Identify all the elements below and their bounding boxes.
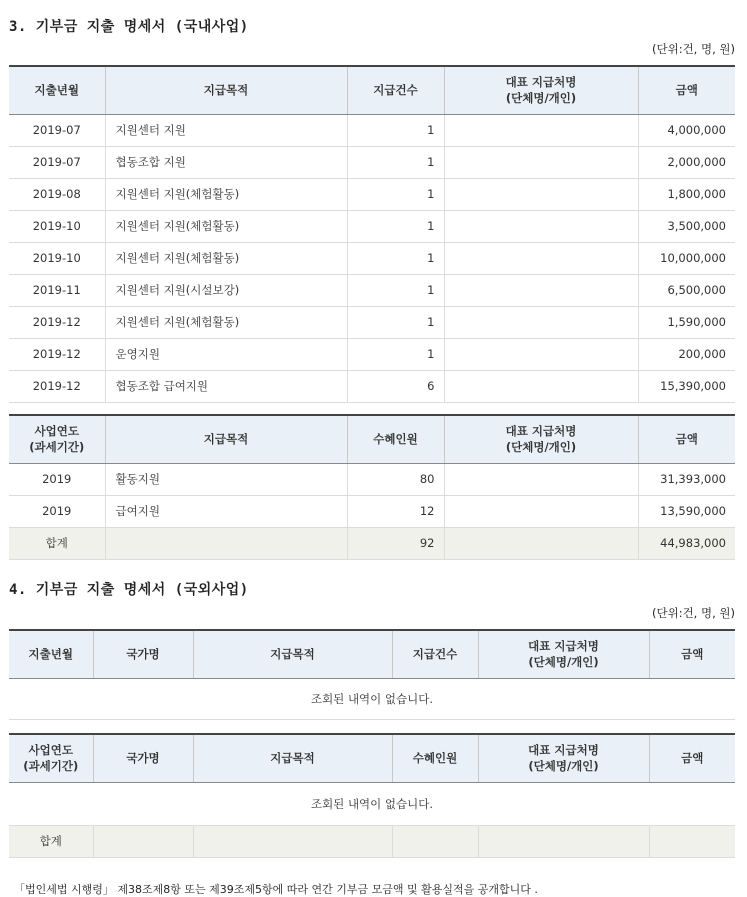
col-header-payee: 대표 지급처명 (단체명/개인)	[444, 66, 638, 114]
month-cell: 2019-08	[9, 178, 105, 210]
people-cell: 80	[347, 463, 444, 495]
col-header-payee: 대표 지급처명 (단체명/개인)	[478, 734, 649, 782]
total-cell	[93, 825, 193, 857]
table-row	[9, 306, 735, 338]
purpose-cell: 지원센터 지원(체험활동)	[105, 306, 347, 338]
month-cell: 2019-07	[9, 114, 105, 146]
purpose-cell: 지원센터 지원(체험활동)	[105, 178, 347, 210]
col-header-payee: 대표 지급처명 (단체명/개인)	[444, 415, 638, 463]
count-cell: 1	[347, 114, 444, 146]
col-header-amount: 금액	[638, 415, 735, 463]
col-header-country: 국가명	[93, 630, 193, 678]
purpose-cell: 급여지원	[105, 495, 347, 527]
col-header-beneficiaries: 수혜인원	[347, 415, 444, 463]
count-cell: 1	[347, 338, 444, 370]
col-header-month: 지출년월	[9, 66, 105, 114]
section-4-unit: (단위:건, 명, 원)	[651, 606, 735, 620]
table-row	[9, 114, 735, 146]
table-row	[9, 146, 735, 178]
table-row	[9, 210, 735, 242]
table-row	[9, 178, 735, 210]
payee-cell	[444, 242, 638, 274]
col-header-fiscal-year: 사업연도 (과세기간)	[9, 415, 105, 463]
empty-message: 조회된 내역이 없습니다.	[9, 782, 735, 825]
total-payee	[444, 527, 638, 559]
amount-cell: 3,500,000	[638, 210, 735, 242]
month-cell: 2019-12	[9, 338, 105, 370]
table-row	[9, 242, 735, 274]
section-4-title: 4. 기부금 지출 명세서 (국외사업)	[9, 582, 249, 598]
count-cell: 1	[347, 178, 444, 210]
purpose-cell: 지원센터 지원(체험활동)	[105, 242, 347, 274]
total-label: 합계	[9, 825, 93, 857]
total-purpose	[105, 527, 347, 559]
total-amount: 44,983,000	[638, 527, 735, 559]
col-header-purpose: 지급목적	[193, 630, 392, 678]
section-3-unit: (단위:건, 명, 원)	[651, 42, 735, 56]
amount-cell: 10,000,000	[638, 242, 735, 274]
col-header-purpose: 지급목적	[105, 66, 347, 114]
table-row	[9, 463, 735, 495]
payee-cell	[444, 306, 638, 338]
domestic-beneficiary-table	[9, 414, 735, 560]
payee-cell	[444, 274, 638, 306]
amount-cell: 200,000	[638, 338, 735, 370]
col-header-count: 지급건수	[392, 630, 478, 678]
amount-cell: 4,000,000	[638, 114, 735, 146]
month-cell: 2019-12	[9, 370, 105, 402]
amount-cell: 13,590,000	[638, 495, 735, 527]
amount-cell: 1,800,000	[638, 178, 735, 210]
table-row	[9, 495, 735, 527]
col-header-beneficiaries: 수혜인원	[392, 734, 478, 782]
amount-cell: 31,393,000	[638, 463, 735, 495]
payee-cell	[444, 338, 638, 370]
total-cell	[649, 825, 735, 857]
payee-cell	[444, 463, 638, 495]
table-row	[9, 370, 735, 402]
month-cell: 2019-12	[9, 306, 105, 338]
total-label: 합계	[9, 527, 105, 559]
total-people: 92	[347, 527, 444, 559]
month-cell: 2019-10	[9, 242, 105, 274]
amount-cell: 2,000,000	[638, 146, 735, 178]
col-header-fiscal-year: 사업연도 (과세기간)	[9, 734, 93, 782]
purpose-cell: 지원센터 지원(시설보강)	[105, 274, 347, 306]
total-cell	[478, 825, 649, 857]
payee-cell	[444, 495, 638, 527]
payee-cell	[444, 370, 638, 402]
col-header-amount: 금액	[649, 734, 735, 782]
purpose-cell: 지원센터 지원	[105, 114, 347, 146]
table-row	[9, 274, 735, 306]
section-3-title: 3. 기부금 지출 명세서 (국내사업)	[9, 19, 249, 35]
table-row	[9, 338, 735, 370]
count-cell: 1	[347, 146, 444, 178]
col-header-amount: 금액	[638, 66, 735, 114]
count-cell: 1	[347, 242, 444, 274]
domestic-expense-table	[9, 65, 735, 403]
overseas-beneficiary-table	[9, 733, 735, 858]
count-cell: 1	[347, 210, 444, 242]
col-header-month: 지출년월	[9, 630, 93, 678]
year-cell: 2019	[9, 495, 105, 527]
col-header-amount: 금액	[649, 630, 735, 678]
total-cell	[392, 825, 478, 857]
disclosure-note: 「법인세법 시행령」 제38조제8항 또는 제39조제5항에 따라 연간 기부금 모금액 및 활용실적을 공개합니다 .	[14, 883, 538, 896]
amount-cell: 15,390,000	[638, 370, 735, 402]
count-cell: 6	[347, 370, 444, 402]
payee-cell	[444, 178, 638, 210]
count-cell: 1	[347, 274, 444, 306]
amount-cell: 6,500,000	[638, 274, 735, 306]
year-cell: 2019	[9, 463, 105, 495]
month-cell: 2019-11	[9, 274, 105, 306]
people-cell: 12	[347, 495, 444, 527]
total-cell	[193, 825, 392, 857]
month-cell: 2019-10	[9, 210, 105, 242]
purpose-cell: 협동조합 지원	[105, 146, 347, 178]
empty-message: 조회된 내역이 없습니다.	[9, 678, 735, 719]
total-row	[9, 825, 735, 857]
overseas-expense-table	[9, 629, 735, 720]
col-header-purpose: 지급목적	[193, 734, 392, 782]
payee-cell	[444, 114, 638, 146]
count-cell: 1	[347, 306, 444, 338]
col-header-count: 지급건수	[347, 66, 444, 114]
month-cell: 2019-07	[9, 146, 105, 178]
col-header-purpose: 지급목적	[105, 415, 347, 463]
col-header-country: 국가명	[93, 734, 193, 782]
payee-cell	[444, 146, 638, 178]
amount-cell: 1,590,000	[638, 306, 735, 338]
col-header-payee: 대표 지급처명 (단체명/개인)	[478, 630, 649, 678]
total-row	[9, 527, 735, 559]
purpose-cell: 활동지원	[105, 463, 347, 495]
purpose-cell: 협동조합 급여지원	[105, 370, 347, 402]
purpose-cell: 운영지원	[105, 338, 347, 370]
payee-cell	[444, 210, 638, 242]
purpose-cell: 지원센터 지원(체험활동)	[105, 210, 347, 242]
